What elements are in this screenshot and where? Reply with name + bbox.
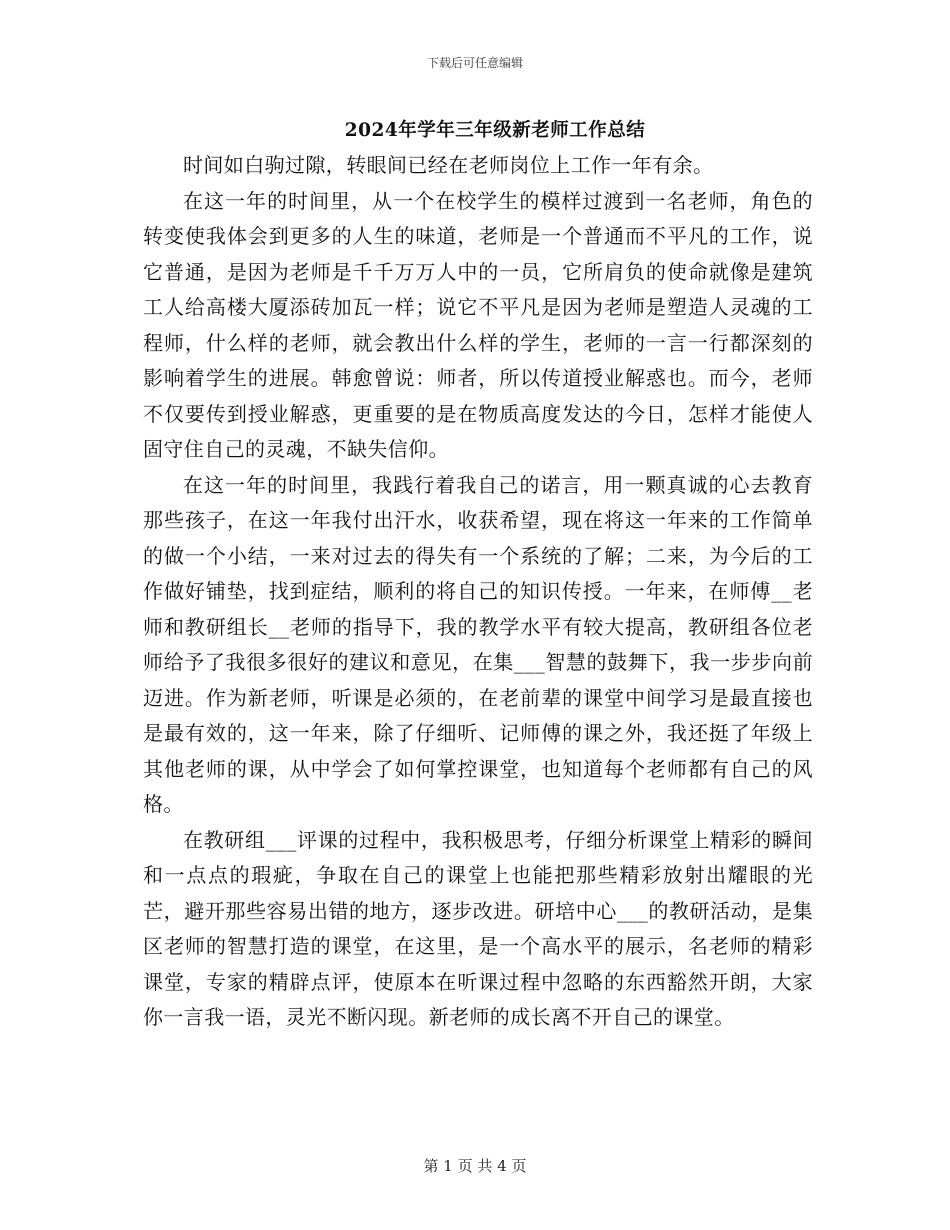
document-title: 2024年学年三年级新老师工作总结 [344, 120, 646, 141]
paragraph: 在这一年的时间里，我践行着我自己的诺言，用一颗真诚的心去教育那些孩子，在这一年我付出汗水，收获希望，现在将这一年来的工作简单的做一个小结，一来对过去的得失有一个系统的了解；二来，为今后的工作做好铺垫，找到症结，顺利的将自己的知识传授。一年来，在师傅__老师和教研组长__老师的指导下，我的教学水平有较大提高，教研组各位老师给予了我很多很好的建议和意见，在集___智慧的鼓舞下，我一步步向前迈进。作为新老师，听课是必须的，在老前辈的课堂中间学习是最直接也是最有效的，这一年来，除了仔细听、记师傅的课之外，我还挺了年级上其他老师的课，从中学会了如何掌控课堂，也知道每个老师都有自己的风格。 [143, 472, 813, 816]
paragraph: 时间如白驹过隙，转眼间已经在老师岗位上工作一年有余。 [183, 153, 714, 177]
header-note: 下载后可任意编辑 [426, 56, 523, 70]
document-body [143, 148, 813, 1036]
paragraph: 在教研组___评课的过程中，我积极思考，仔细分析课堂上精彩的瞬间和一点点的瑕疵，争取在自己的课堂上也能把那些精彩放射出耀眼的光芒，避开那些容易出错的地方，逐步改进。研培中心___的教研活动，是集区老师的智慧打造的课堂，在这里，是一个高水平的展示，名老师的精彩课堂，专家的精辟点评，使原本在听课过程中忽略的东西豁然开朗，大家你一言我一语，灵光不断闪现。新老师的成长离不开自己的课堂。 [143, 827, 813, 1029]
paragraph: 在这一年的时间里，从一个在校学生的模样过渡到一名老师，角色的转变使我体会到更多的人生的味道，老师是一个普通而不平凡的工作，说它普通，是因为老师是千千万万人中的一员，它所肩负的使命就像是建筑工人给高楼大厦添砖加瓦一样；说它不平凡是因为老师是塑造人灵魂的工程师，什么样的老师，就会教出什么样的学生，老师的一言一行都深刻的影响着学生的进展。韩愈曾说：师者，所以传道授业解惑也。而今，老师不仅要传到授业解惑，更重要的是在物质高度发达的今日，怎样才能使人固守住自己的灵魂，不缺失信仰。 [143, 188, 813, 461]
page-number: 第 1 页 共 4 页 [423, 1157, 527, 1175]
